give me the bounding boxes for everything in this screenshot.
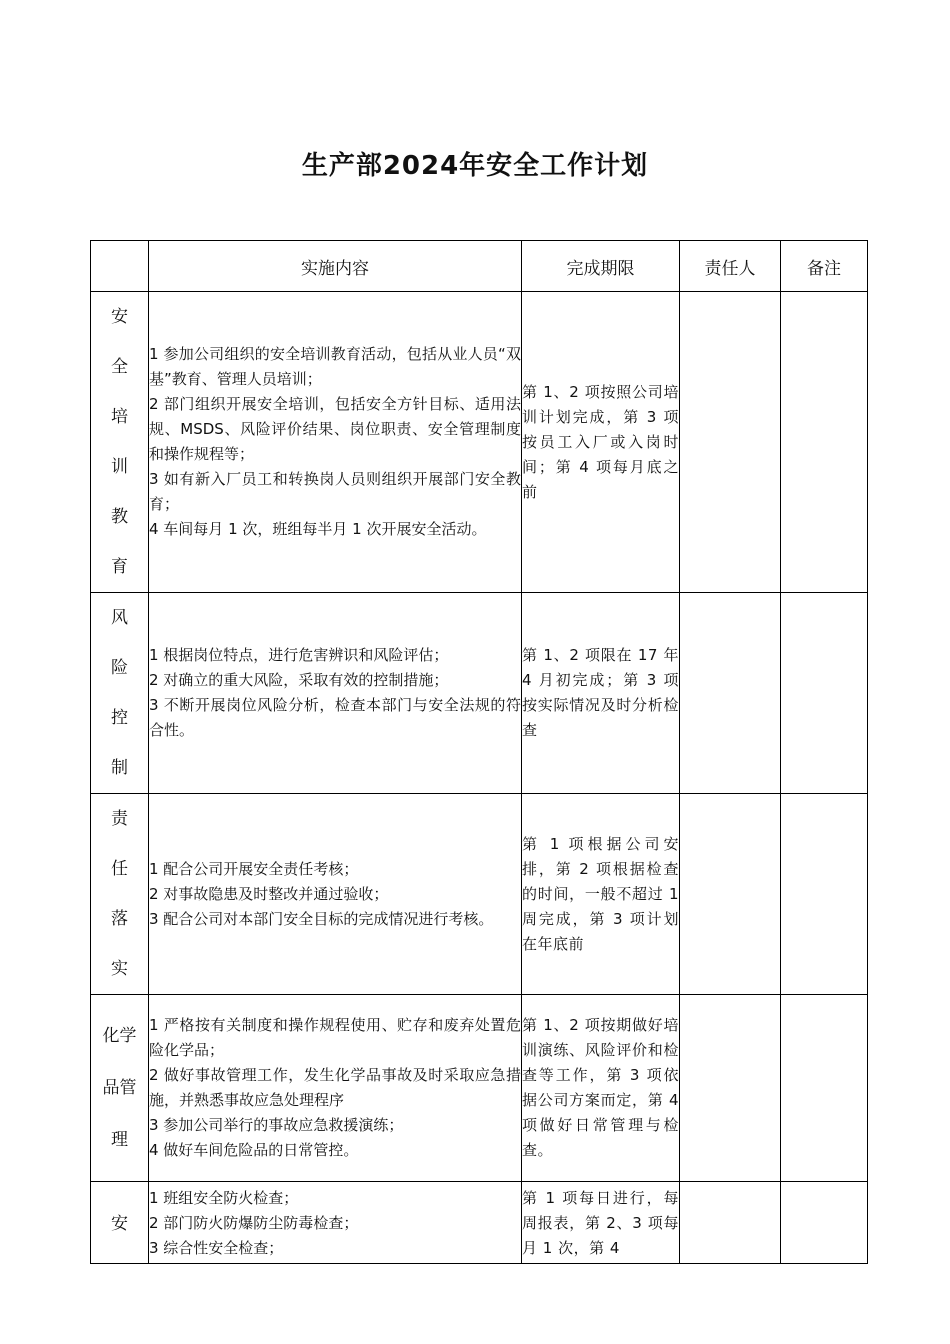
row-category: 风 险 控 制 [91, 593, 149, 794]
header-category [91, 241, 149, 292]
row-remarks [781, 794, 868, 995]
row-category: 化学 品管 理 [91, 995, 149, 1182]
table-row [91, 794, 868, 995]
header-deadline: 完成期限 [522, 241, 680, 292]
row-responsible [680, 995, 781, 1182]
row-deadline: 第 1、2 项按照公司培训计划完成，第 3 项按员工入厂或入岗时间；第 4 项每月底之前 [522, 292, 680, 593]
row-category: 安 全 培 训 教 育 [91, 292, 149, 593]
table-header-row [91, 241, 868, 292]
row-category: 安 [91, 1182, 149, 1264]
row-content: 1 严格按有关制度和操作规程使用、贮存和废弃处置危险化学品； 2 做好事故管理工作，发生化学品事故及时采取应急措施，并熟悉事故应急处理程序 3 参加公司举行的事故应急救援演练； 4 做好车间危险品的日常管控。 [149, 995, 522, 1182]
page-title: 生产部2024年安全工作计划 [301, 151, 649, 181]
row-content: 1 参加公司组织的安全培训教育活动，包括从业人员“双基”教育、管理人员培训； 2 部门组织开展安全培训，包括安全方针目标、适用法规、MSDS、风险评价结果、岗位职责、安全管理制度和操作规程等； 3 如有新入厂员工和转换岗人员则组织开展部门安全教育； 4 车间每月 1 次，班组每半月 1 次开展安全活动。 [149, 292, 522, 593]
row-responsible [680, 593, 781, 794]
table-row [91, 995, 868, 1182]
header-remarks: 备注 [781, 241, 868, 292]
row-deadline: 第 1、2 项按期做好培训演练、风险评价和检查等工作，第 3 项依据公司方案而定，第 4 项做好日常管理与检查。 [522, 995, 680, 1182]
row-remarks [781, 995, 868, 1182]
row-responsible [680, 794, 781, 995]
safety-plan-table [90, 240, 868, 1264]
row-responsible [680, 292, 781, 593]
row-deadline: 第 1 项每日进行，每周报表，第 2、3 项每月 1 次，第 4 [522, 1182, 680, 1264]
header-content: 实施内容 [149, 241, 522, 292]
header-responsible: 责任人 [680, 241, 781, 292]
table-row [91, 292, 868, 593]
row-remarks [781, 292, 868, 593]
row-responsible [680, 1182, 781, 1264]
row-deadline: 第 1 项根据公司安排，第 2 项根据检查的时间，一般不超过 1 周完成，第 3 项计划在年底前 [522, 794, 680, 995]
row-remarks [781, 593, 868, 794]
table-row [91, 593, 868, 794]
row-deadline: 第 1、2 项限在 17 年 4 月初完成；第 3 项按实际情况及时分析检查 [522, 593, 680, 794]
table-row [91, 1182, 868, 1264]
row-content: 1 配合公司开展安全责任考核； 2 对事故隐患及时整改并通过验收； 3 配合公司对本部门安全目标的完成情况进行考核。 [149, 794, 522, 995]
row-remarks [781, 1182, 868, 1264]
row-content: 1 根据岗位特点，进行危害辨识和风险评估； 2 对确立的重大风险，采取有效的控制措施； 3 不断开展岗位风险分析，检查本部门与安全法规的符合性。 [149, 593, 522, 794]
row-category: 责 任 落 实 [91, 794, 149, 995]
row-content: 1 班组安全防火检查； 2 部门防火防爆防尘防毒检查； 3 综合性安全检查； [149, 1182, 522, 1264]
